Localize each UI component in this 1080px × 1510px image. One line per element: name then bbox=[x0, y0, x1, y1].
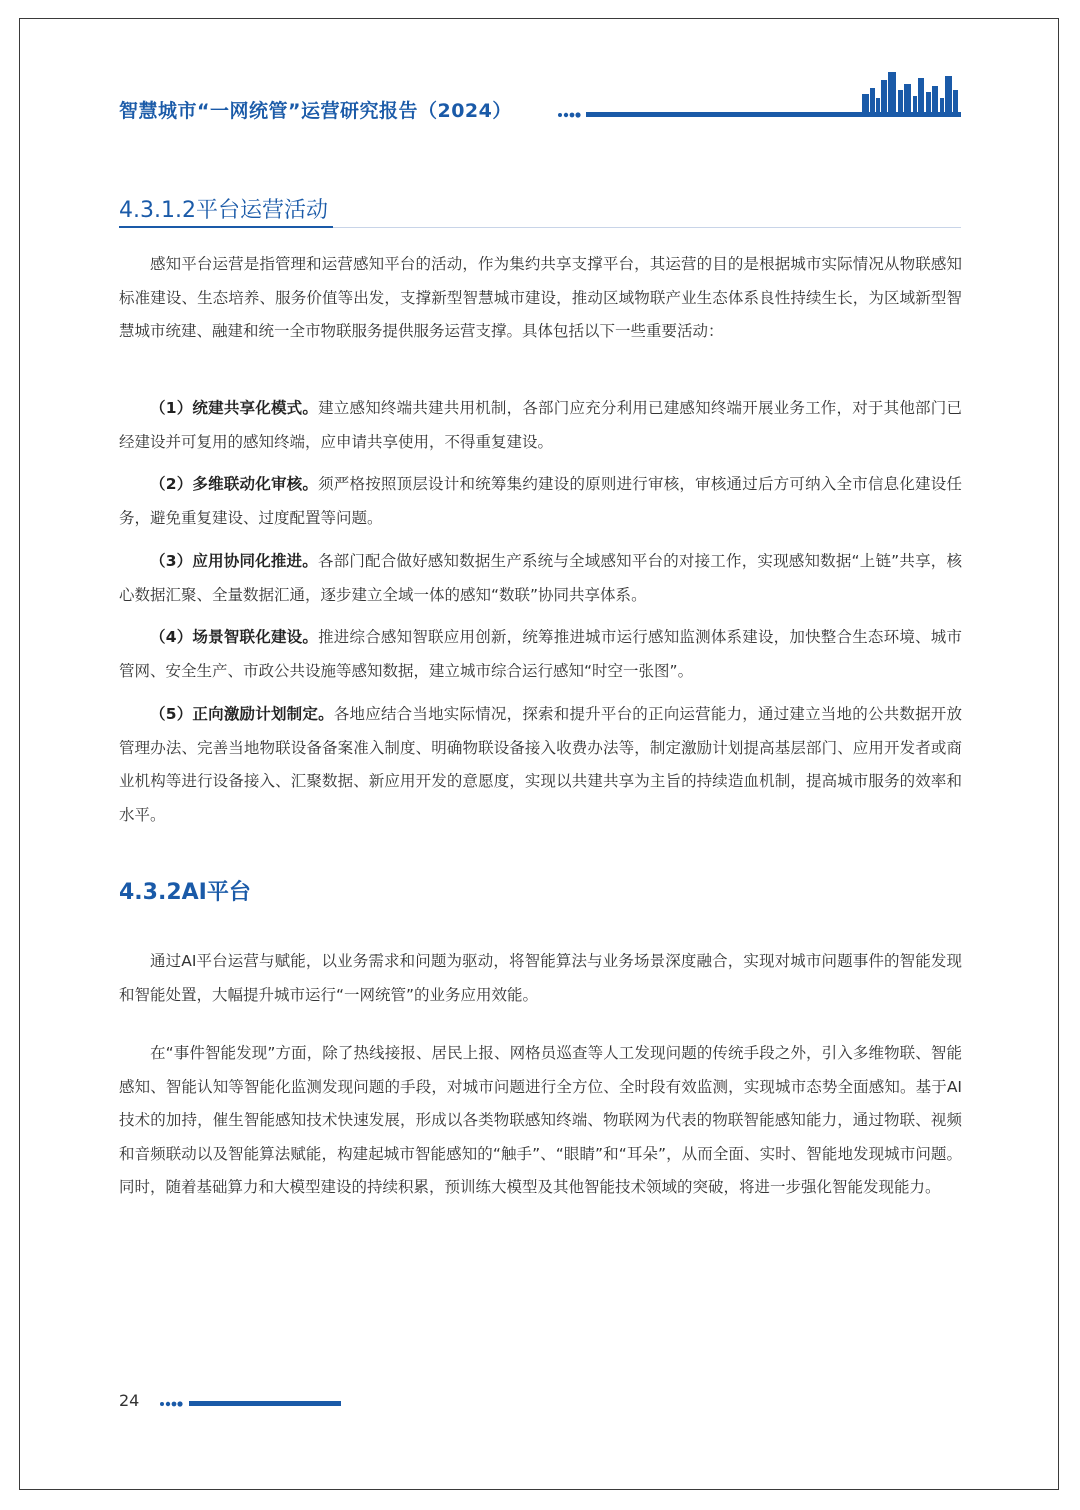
city-skyline-icon bbox=[862, 70, 962, 116]
header-dots-decoration bbox=[558, 111, 584, 119]
list-item-lead: （3）应用协同化推进。 bbox=[150, 552, 318, 570]
intro-paragraph: 感知平台运营是指管理和运营感知平台的活动，作为集约共享支撑平台，其运营的目的是根据城市实际情况从物联感知标准建设、生态培养、服务价值等出发，支撑新型智慧城市建设，推动区域物联产业生态体系良性持续生长，为区域新型智慧城市统建、融建和统一全市物联服务提供服务运营支撑。具体包括以下一些重要活动： bbox=[119, 255, 962, 340]
list-item bbox=[119, 545, 962, 612]
footer-dots-decoration bbox=[160, 1400, 186, 1408]
section-heading-4-3-1-2: 4.3.1.2平台运营活动 bbox=[119, 198, 328, 223]
list-item-body: 各部门配合做好感知数据生产系统与全域感知平台的对接工作，实现感知数据“上链”共享，核心数据汇聚、全量数据汇通，逐步建立全域一体的感知“数联”协同共享体系。 bbox=[119, 552, 962, 604]
body-paragraph: 在“事件智能发现”方面，除了热线接报、居民上报、网格员巡查等人工发现问题的传统手段之外，引入多维物联、智能感知、智能认知等智能化监测发现问题的手段，对城市问题进行全方位、全时段有效监测，实现城市态势全面感知。基于AI技术的加持，催生智能感知技术快速发展，形成以各类物联感知终端、物联网为代表的物联智能感知能力，通过物联、视频和音频联动以及智能算法赋能，构建起城市智能感知的“触手”、“眼睛”和“耳朵”，从而全面、实时、智能地发现城市问题。同时，随着基础算力和大模型建设的持续积累，预训练大模型及其他智能技术领域的突破，将进一步强化智能发现能力。 bbox=[119, 1044, 962, 1196]
section-heading-underline bbox=[119, 226, 333, 228]
list-item-body: 须严格按照顶层设计和统筹集约建设的原则进行审核，审核通过后方可纳入全市信息化建设任务，避免重复建设、过度配置等问题。 bbox=[119, 475, 962, 527]
section-heading-4-3-2: 4.3.2AI平台 bbox=[119, 880, 251, 905]
list-item bbox=[119, 392, 962, 459]
list-item bbox=[119, 468, 962, 535]
list-item-body: 各地应结合当地实际情况，探索和提升平台的正向运营能力，通过建立当地的公共数据开放管理办法、完善当地物联设备备案准入制度、明确物联设备接入收费办法等，制定激励计划提高基层部门、应用开发者或商业机构等进行设备接入、汇聚数据、新应用开发的意愿度，实现以共建共享为主旨的持续造血机制，提高城市服务的效率和水平。 bbox=[119, 705, 962, 824]
list-item-lead: （5）正向激励计划制定。 bbox=[150, 705, 334, 723]
report-title: 智慧城市“一网统管”运营研究报告（2024） bbox=[119, 100, 512, 122]
list-item-lead: （1）统建共享化模式。 bbox=[150, 399, 319, 417]
list-item-body: 建立感知终端共建共用机制，各部门应充分利用已建感知终端开展业务工作，对于其他部门已经建设并可复用的感知终端，应申请共享使用，不得重复建设。 bbox=[119, 399, 962, 451]
body-paragraph: 通过AI平台运营与赋能，以业务需求和问题为驱动，将智能算法与业务场景深度融合，实现对城市问题事件的智能发现和智能处置，大幅提升城市运行“一网统管”的业务应用效能。 bbox=[119, 952, 962, 1004]
list-item-lead: （2）多维联动化审核。 bbox=[150, 475, 319, 493]
list-item-lead: （4）场景智联化建设。 bbox=[150, 628, 319, 646]
section-heading-rule bbox=[333, 227, 961, 228]
footer-rule bbox=[189, 1401, 341, 1406]
page-number: 24 bbox=[119, 1391, 140, 1410]
list-item bbox=[119, 621, 962, 688]
list-item-body: 推进综合感知智联应用创新，统筹推进城市运行感知监测体系建设，加快整合生态环境、城市管网、安全生产、市政公共设施等感知数据，建立城市综合运行感知“时空一张图”。 bbox=[119, 628, 962, 680]
list-item bbox=[119, 698, 962, 832]
